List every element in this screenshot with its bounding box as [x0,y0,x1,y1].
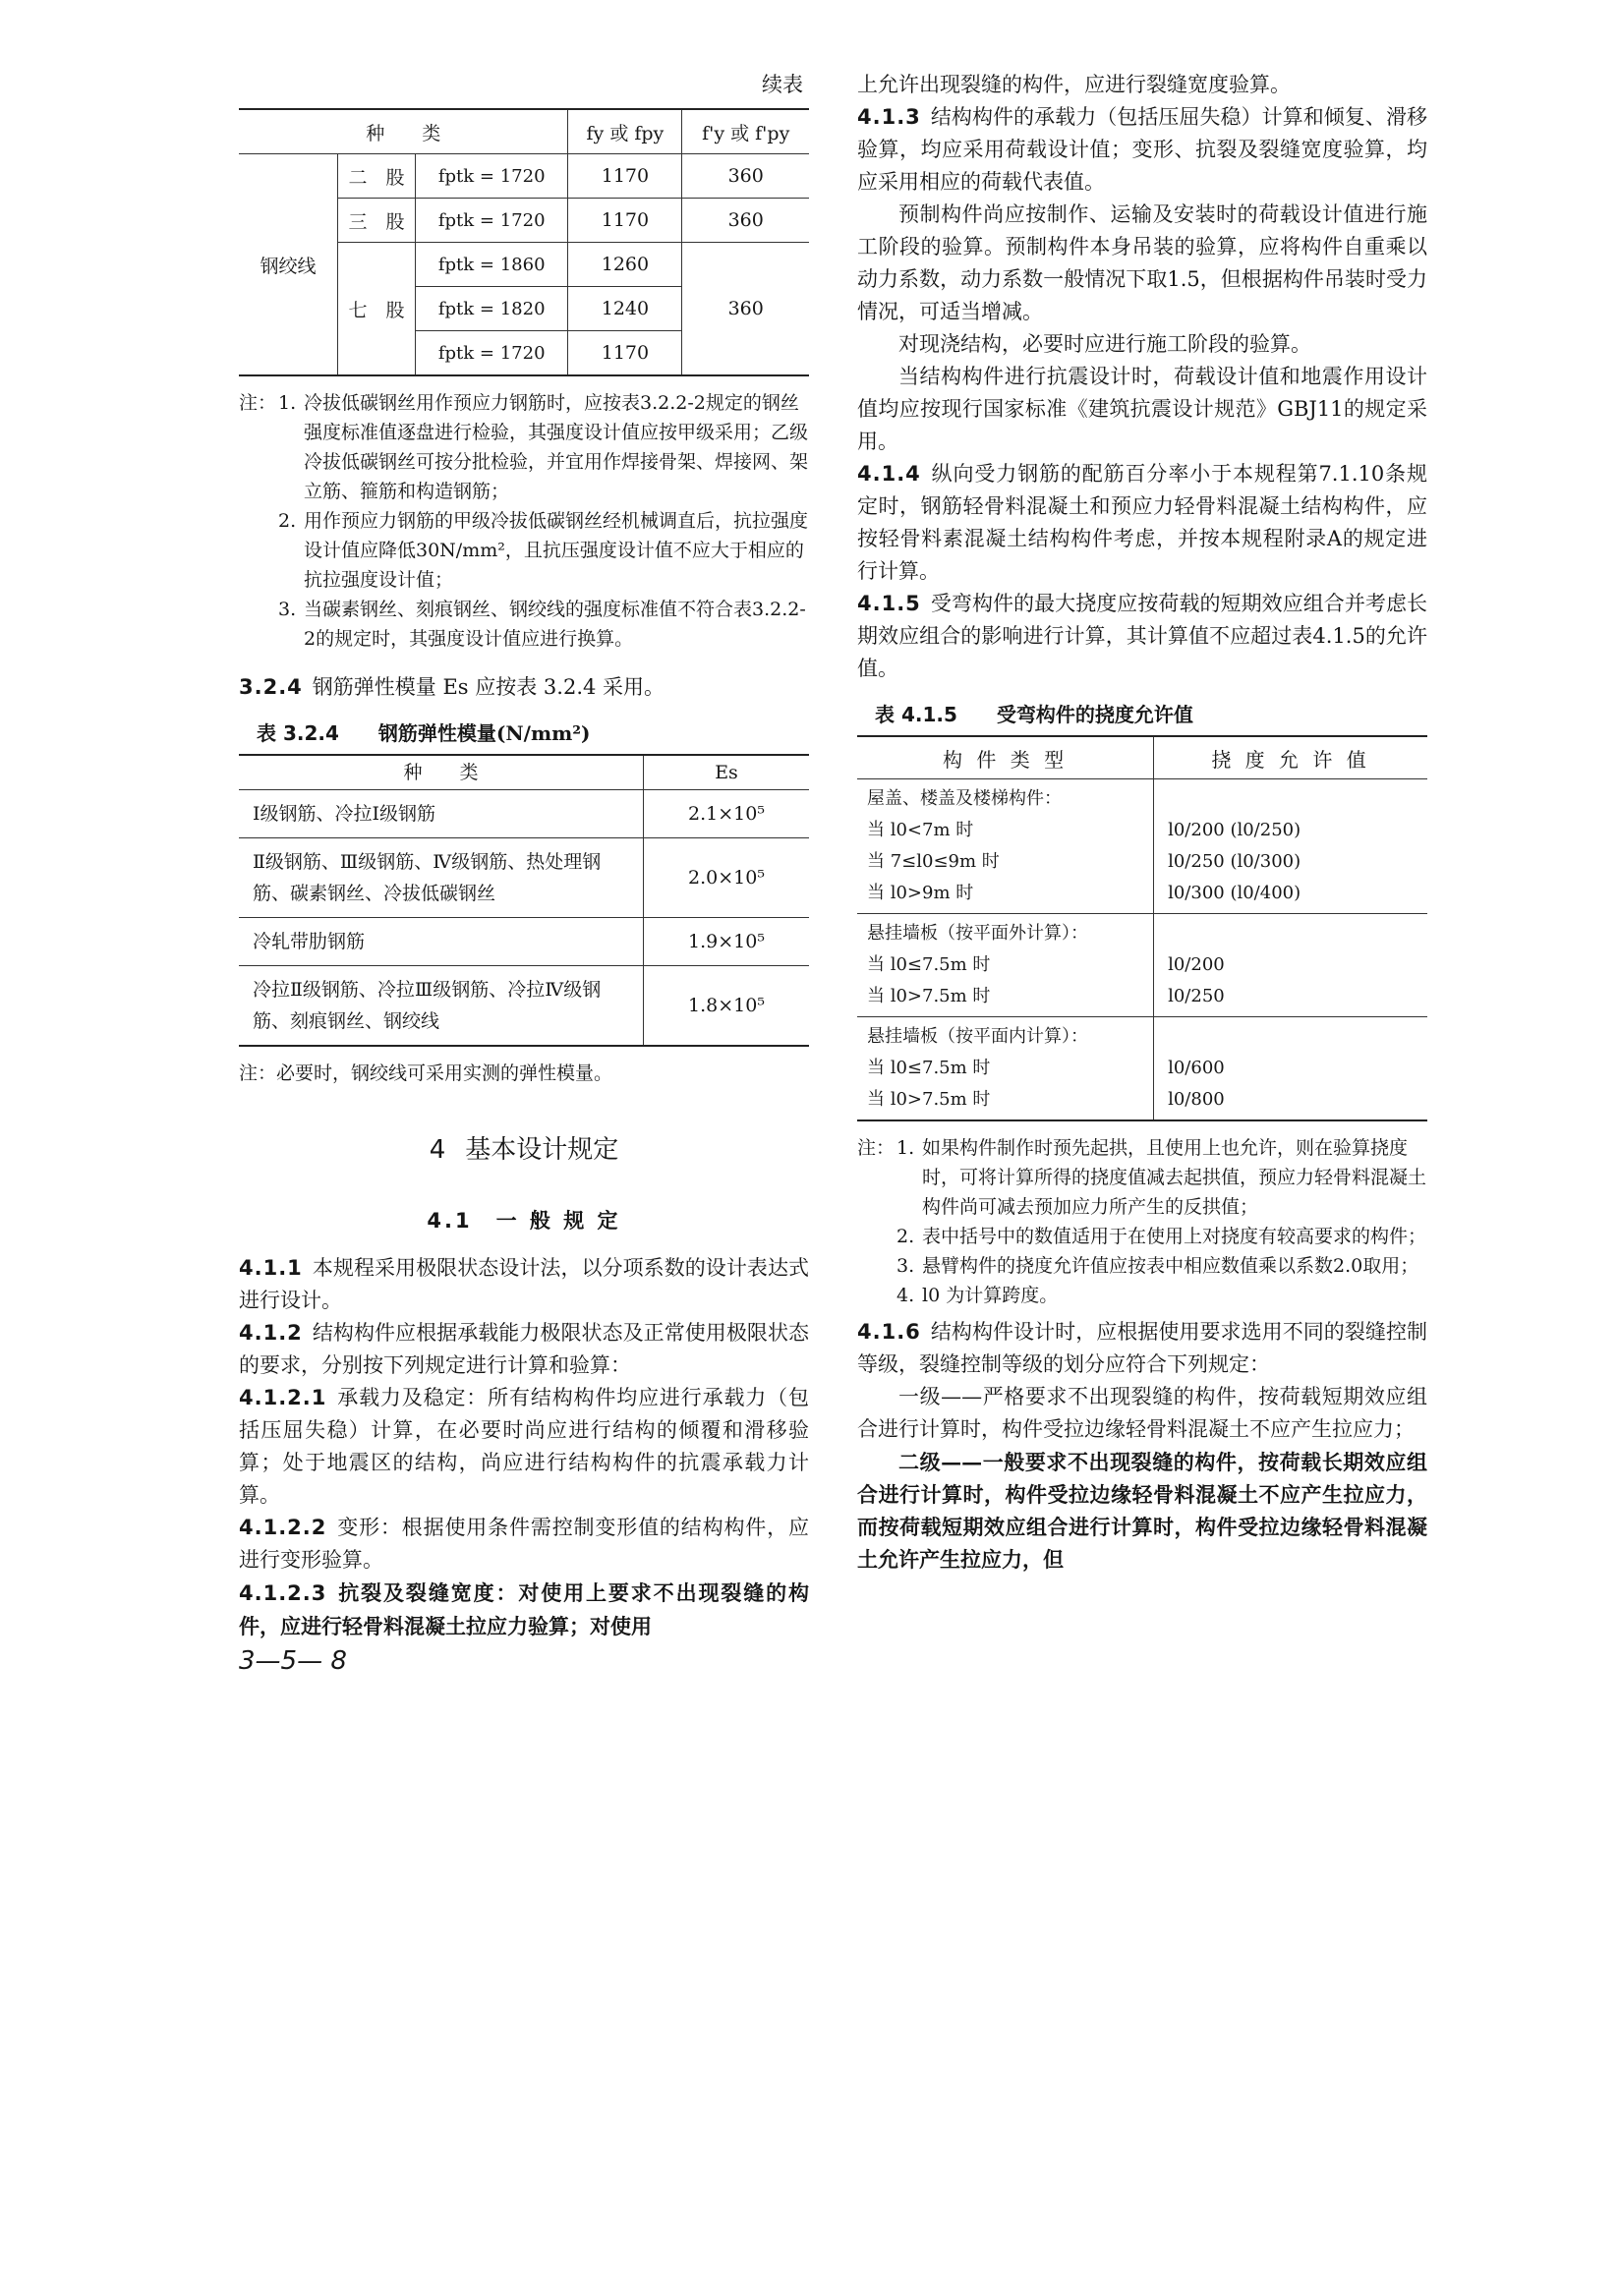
table-row [239,838,809,918]
clause-number: 4.1.2.3 [239,1581,327,1605]
header-member-type: 构 件 类 型 [857,736,1154,779]
clause-number: 4.1.2.1 [239,1386,327,1409]
clause-number: 4.1.3 [857,105,921,129]
limit-value: l0/200 (l0/250) [1168,820,1301,840]
header-kind: 种 类 [239,109,568,154]
paragraph-text: 上允许出现裂缝的构件，应进行裂缝宽度验算。 [857,73,1291,96]
clause [239,1252,809,1317]
paragraph: 对现浇结构，必要时应进行施工阶段的验算。 [898,332,1311,356]
steel-kind: Ⅱ级钢筋、Ⅲ级钢筋、Ⅳ级钢筋、热处理钢筋、碳素钢丝、冷拔低碳钢丝 [239,838,644,918]
fpy-value: 360 [682,199,809,243]
note-item [857,1251,1427,1281]
header-kind: 种 类 [239,755,644,790]
clause-number: 3.2.4 [239,675,303,699]
fpy-value: 360 [682,243,809,376]
header-fy: fy 或 fpy [568,109,682,154]
es-value: 1.8×10⁵ [644,966,810,1047]
note-text: 悬臂构件的挠度允许值应按表中相应数值乘以系数2.0取用； [922,1255,1419,1277]
header-deflection-limit: 挠 度 允 许 值 [1154,736,1427,779]
condition: 当 7≤l0≤9m 时 [867,851,1000,872]
note-text: 用作预应力钢筋的甲级冷拔低碳钢丝经机械调直后，抗拉强度设计值应降低30N/mm²，且抗压强度设计值不应大于相应的抗拉强度设计值； [304,510,809,591]
limit-value: l0/200 [1168,954,1225,975]
limit-value: l0/300 (l0/400) [1168,883,1301,903]
es-value: 2.1×10⁵ [644,790,810,838]
deflection-limit-table [857,735,1427,1121]
fptk-value: fptk = 1720 [416,199,568,243]
chapter-title: 基本设计规定 [465,1135,619,1165]
group-title: 悬挂墙板（按平面外计算）： [867,923,1088,944]
group-label: 钢绞线 [239,154,338,376]
fptk-value: fptk = 1860 [416,243,568,287]
sub-type: 二 股 [338,154,416,199]
table-caption [257,718,809,746]
note-number: 2. [278,510,297,532]
table-row [239,918,809,966]
clause-number: 4.1.6 [857,1320,921,1344]
table-number: 表 3.2.4 [257,721,339,745]
clause-text: 结构构件的承载力（包括压屈失稳）计算和倾复、滑移验算，均应采用荷载设计值；变形、抗裂及裂缝宽度验算，均应采用相应的荷载代表值。 [857,105,1427,194]
clause-text: 抗裂及裂缝宽度：对使用上要求不出现裂缝的构件，应进行轻骨料混凝土拉应力验算；对使用 [239,1580,809,1638]
steel-strength-table [239,108,809,376]
fy-value: 1170 [568,154,682,199]
limit-value: l0/250 [1168,986,1225,1006]
chapter-number: 4 [429,1135,446,1165]
note-item [239,506,809,595]
steel-kind: Ⅰ级钢筋、冷拉Ⅰ级钢筋 [239,790,644,838]
note-prefix: 注： [857,1137,896,1159]
condition: 当 l0>7.5m 时 [867,1089,991,1110]
note-number: 1. [278,392,297,414]
clause [239,1512,809,1577]
table-notes [857,1133,1427,1310]
note-number: 4. [896,1285,915,1306]
steel-kind: 冷轧带肋钢筋 [239,918,644,966]
note-item [857,1133,1427,1222]
condition: 当 l0>7.5m 时 [867,986,991,1006]
fpy-value: 360 [682,154,809,199]
paragraph: 一级——严格要求不出现裂缝的构件，按荷载短期效应组合进行计算时，构件受拉边缘轻骨料混凝土不应产生拉应力； [857,1385,1427,1441]
clause-number: 4.1.5 [857,592,921,615]
clause [239,1577,809,1642]
table-row [239,790,809,838]
table-caption [875,699,1427,727]
section-heading: 4.1 一 般 规 定 [427,1209,621,1233]
note-number: 3. [278,599,297,620]
note-text: 表中括号中的数值适用于在使用上对挠度有较高要求的构件； [922,1226,1427,1247]
table-row [857,779,1427,914]
note-item [239,388,809,506]
fptk-value: fptk = 1720 [416,154,568,199]
table-title: 钢筋弹性模量(N/mm²) [377,721,591,745]
condition: 当 l0<7m 时 [867,820,974,840]
clause-text: 结构构件设计时，应根据使用要求选用不同的裂缝控制等级，裂缝控制等级的划分应符合下列规定： [857,1320,1427,1376]
note-item [857,1222,1427,1251]
paragraph: 二级——一般要求不出现裂缝的构件，按荷载长期效应组合进行计算时，构件受拉边缘轻骨料混凝土不应产生拉应力，而按荷载短期效应组合进行计算时，构件受拉边缘轻骨料混凝土允许产生拉应力，但 [857,1450,1427,1572]
limit-value: l0/800 [1168,1089,1225,1110]
condition: 当 l0>9m 时 [867,883,974,903]
clause-3-2-4 [239,671,809,704]
es-value: 2.0×10⁵ [644,838,810,918]
steel-kind: 冷拉Ⅱ级钢筋、冷拉Ⅲ级钢筋、冷拉Ⅳ级钢筋、刻痕钢丝、钢绞线 [239,966,644,1047]
table-note: 注：必要时，钢绞线可采用实测的弹性模量。 [239,1062,613,1084]
chapter-heading [239,1129,809,1166]
fptk-value: fptk = 1720 [416,331,568,376]
sub-type: 七 股 [338,243,416,376]
note-number: 2. [896,1226,915,1247]
fy-value: 1170 [568,199,682,243]
right-column [857,69,1427,1576]
fy-value: 1170 [568,331,682,376]
table-notes [239,388,809,654]
group-title: 悬挂墙板（按平面内计算）： [867,1026,1088,1047]
fptk-value: fptk = 1820 [416,287,568,331]
note-text: 如果构件制作时预先起拱，且使用上也允许，则在验算挠度时，可将计算所得的挠度值减去起拱值，预应力轻骨料混凝土构件尚可减去预加应力所产生的反拱值； [922,1137,1427,1218]
clause-text: 受弯构件的最大挠度应按荷载的短期效应组合并考虑长期效应组合的影响进行计算，其计算值不应超过表4.1.5的允许值。 [857,592,1427,680]
left-column [239,69,809,1676]
clause-text: 纵向受力钢筋的配筋百分率小于本规程第7.1.10条规定时，钢筋轻骨料混凝土和预应力轻骨料混凝土结构构件，应按轻骨料素混凝土结构构件考虑，并按本规程附录A的规定进行计算。 [857,462,1427,583]
clause-number: 4.1.1 [239,1256,303,1280]
table-row [239,966,809,1047]
clause [857,1316,1427,1381]
clause [857,588,1427,685]
condition: 当 l0≤7.5m 时 [867,1058,991,1078]
clause [239,1317,809,1382]
note-text: 冷拔低碳钢丝用作预应力钢筋时，应按表3.2.2-2规定的钢丝强度标准值逐盘进行检验，其强度设计值应按甲级采用；乙级冷拔低碳钢丝可按分批检验，并宜用作焊接骨架、焊接网、架立筋、箍筋和构造钢筋； [304,392,809,502]
condition: 当 l0≤7.5m 时 [867,954,991,975]
note-text: l0 为计算跨度。 [922,1285,1059,1306]
table-title: 受弯构件的挠度允许值 [996,703,1193,726]
clause-text: 本规程采用极限状态设计法，以分项系数的设计表达式进行设计。 [239,1256,809,1312]
note-number: 3. [896,1255,915,1277]
page-number: 3—5— 8 [239,1646,347,1676]
table-header-row [239,755,809,790]
limit-value: l0/600 [1168,1058,1225,1078]
clause [857,101,1427,199]
group-title: 屋盖、楼盖及楼梯构件： [867,788,1062,809]
header-fpy: f'y 或 f'py [682,109,809,154]
clause-number: 4.1.4 [857,462,921,486]
es-value: 1.9×10⁵ [644,918,810,966]
table-header-row [239,109,809,154]
clause-number: 4.1.2.2 [239,1516,327,1539]
table-row [857,1017,1427,1121]
header-es: Es [644,755,810,790]
elastic-modulus-table [239,754,809,1047]
table-continued-label: 续表 [762,73,803,96]
clause-text: 结构构件应根据承载能力极限状态及正常使用极限状态的要求，分别按下列规定进行计算和验算： [239,1321,809,1377]
clause-text: 承载力及稳定：所有结构构件均应进行承载力（包括压屈失稳）计算，在必要时尚应进行结构的倾覆和滑移验算；处于地震区的结构，尚应进行结构构件的抗震承载力计算。 [239,1386,809,1507]
table-header-row [857,736,1427,779]
clause [239,1382,809,1512]
table-number: 表 4.1.5 [875,703,957,726]
note-item [857,1281,1427,1310]
clause-text: 钢筋弹性模量 Es 应按表 3.2.4 采用。 [312,675,665,699]
paragraph: 当结构构件进行抗震设计时，荷载设计值和地震作用设计值均应按现行国家标准《建筑抗震设计规范》GBJ11的规定采用。 [857,365,1427,453]
paragraph [857,69,1427,101]
note-prefix: 注： [239,392,277,414]
note-number: 1. [896,1137,915,1159]
clause [857,458,1427,588]
fy-value: 1240 [568,287,682,331]
clause-number: 4.1.2 [239,1321,303,1345]
clause-text: 变形：根据使用条件需控制变形值的结构构件，应进行变形验算。 [239,1516,809,1572]
note-text: 当碳素钢丝、刻痕钢丝、钢绞线的强度标准值不符合表3.2.2-2的规定时，其强度设计值应进行换算。 [304,599,806,650]
table-row [239,154,809,199]
sub-type: 三 股 [338,199,416,243]
note-item [239,595,809,654]
paragraph: 预制构件尚应按制作、运输及安装时的荷载设计值进行施工阶段的验算。预制构件本身吊装的验算，应将构件自重乘以动力系数，动力系数一般情况下取1.5，但根据构件吊装时受力情况，可适当增减。 [857,202,1427,323]
fy-value: 1260 [568,243,682,287]
table-row [857,914,1427,1017]
limit-value: l0/250 (l0/300) [1168,851,1301,872]
